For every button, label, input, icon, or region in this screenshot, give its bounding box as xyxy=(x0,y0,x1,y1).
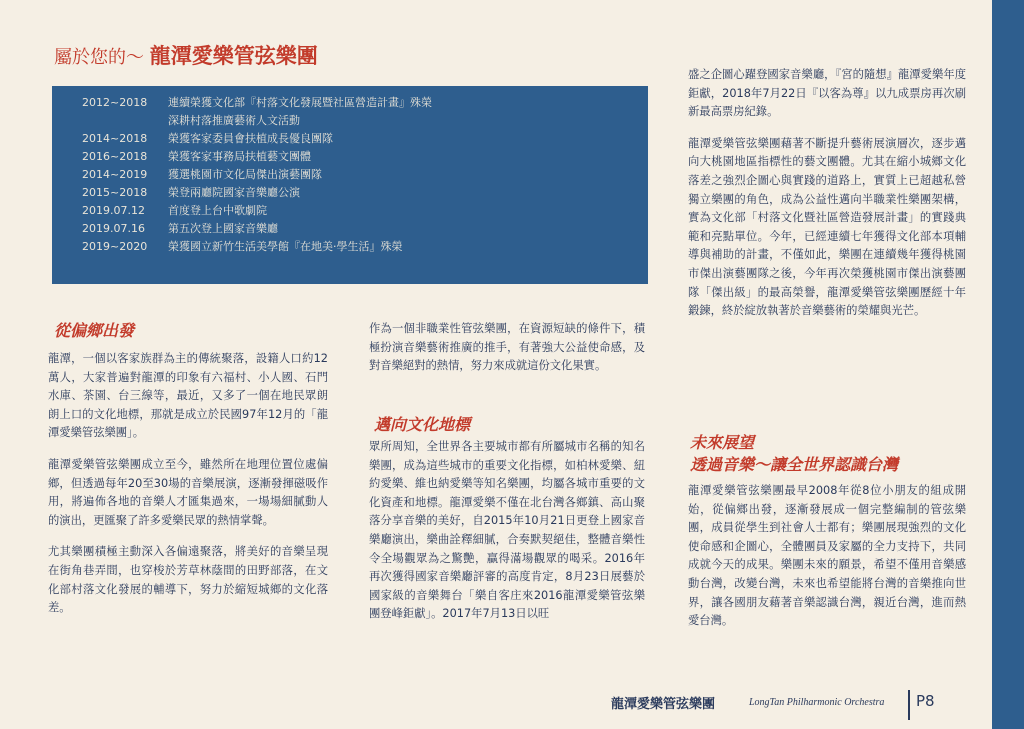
award-row xyxy=(52,220,648,238)
award-text: 榮登兩廳院國家音樂廳公演 xyxy=(168,186,300,199)
award-text: 深耕村落推廣藝術人文活動 xyxy=(168,114,300,127)
paragraph: 眾所周知，全世界各主要城市都有所屬城市名稱的知名樂團，成為這些城市的重要文化指標，如柏林愛樂、紐約愛樂、維也納愛樂等知名樂團，均屬各城市重要的文化資產和地標。龍潭愛樂不僅在北台灣各鄉鎮、高山聚落分享音樂的美好，自2015年10月21日更登上國家音樂廳演出，樂曲詮釋細膩，合奏默契絕佳，整體音樂性令全場觀眾為之驚艷，贏得滿場觀眾的喝采。2016年再次獲得國家音樂廳評審的高度肯定，8月23日展藝於國家級的音樂舞台「樂自客庄來2016龍潭愛樂管弦樂團登峰鉅獻」。2017年7月13日以旺 xyxy=(369,440,645,621)
award-text: 榮獲客家事務局扶植藝文團體 xyxy=(168,150,311,163)
side-stripe xyxy=(992,0,1024,729)
award-row xyxy=(52,112,648,130)
award-text: 獲選桃園市文化局傑出演藝團隊 xyxy=(168,168,322,181)
award-year xyxy=(52,112,168,130)
award-year: 2019.07.16 xyxy=(82,222,145,235)
page-number: P8 xyxy=(916,692,935,710)
section-heading-future-sub: 透過音樂～讓全世界認識台灣 xyxy=(690,455,899,474)
award-text: 榮獲國立新竹生活美學館『在地美‧學生活』殊榮 xyxy=(168,240,403,253)
awards-box xyxy=(52,86,648,284)
page-title-main: 龍潭愛樂管弦樂團 xyxy=(149,43,318,68)
award-year: 2019.07.12 xyxy=(82,204,145,217)
award-year: 2014~2019 xyxy=(82,168,148,181)
section-heading-future: 未來展望 xyxy=(690,433,755,452)
column-right-future xyxy=(688,482,966,644)
award-year: 2014~2018 xyxy=(82,132,148,145)
award-text: 榮獲客家委員會扶植成長優良團隊 xyxy=(168,132,333,145)
footer-subtitle: LongTan Philharmonic Orchestra xyxy=(749,697,885,708)
paragraph: 盛之企圖心躍登國家音樂廳，『宮的隨想』龍潭愛樂年度鉅獻，2018年7月22日『以客為尊』以九成票房再次刷新最高票房紀錄。 xyxy=(688,68,966,119)
award-row xyxy=(52,202,648,220)
section-heading-landmark: 邁向文化地標 xyxy=(374,415,471,434)
award-row xyxy=(52,238,648,256)
paragraph: 龍潭，一個以客家族群為主的傳統聚落，設籍人口約12萬人，大家普遍對龍潭的印象有六福村、小人國、石門水庫、茶園、台三線等，最近，又多了一個在地民眾朗朗上口的文化地標，那就是成立於民國97年12月的「龍潭愛樂管弦樂團」。 xyxy=(48,352,328,440)
award-year: 2019~2020 xyxy=(82,240,148,253)
page-title xyxy=(54,40,318,70)
section-heading-origin: 從偏鄉出發 xyxy=(54,321,135,340)
award-row xyxy=(52,166,648,184)
award-text: 連續榮獲文化部『村落文化發展暨社區營造計畫』殊榮 xyxy=(168,96,432,109)
award-row xyxy=(52,130,648,148)
paragraph: 龍潭愛樂管弦樂團最早2008年從8位小朋友的組成開始，從偏鄉出發，逐漸發展成一個完整編制的管弦樂團，成員從學生到社會人士都有；樂團展現強烈的文化使命感和企圖心，全體團員及家屬的全力支持下，共同成就今天的成果。樂團未來的願景，希望不僅用音樂感動台灣，改變台灣，未來也希望能將台灣的音樂推向世界，讓各國朋友藉著音樂認識台灣，親近台灣，進而熱愛台灣。 xyxy=(688,484,966,628)
column-right xyxy=(688,66,966,334)
column-middle-intro xyxy=(369,320,645,389)
footer-title: 龍潭愛樂管弦樂團 xyxy=(611,697,716,712)
paragraph: 龍潭愛樂管弦樂團藉著不斷提升藝術展演層次，逐步邁向大桃園地區指標性的藝文團體。尤其在縮小城鄉文化落差之強烈企圖心與實踐的道路上，實質上已超越私營獨立樂團的角色，成為公益性邁向半職業性樂團架構，實為文化部「村落文化暨社區營造發展計畫」的實踐典範和亮點單位。今年，已經連續七年獲得文化部本項輔導與補助的計畫，不僅如此，樂團在連續幾年獲得桃園市傑出演藝團隊之後，今年再次榮獲桃園市傑出演藝團隊「傑出級」的最高榮譽，龍潭愛樂管弦樂團歷經十年鍛鍊，終於綻放執著於音樂藝術的榮耀與光芒。 xyxy=(688,136,966,318)
page-title-prefix: 屬於您的～ xyxy=(54,47,144,68)
column-middle xyxy=(369,438,645,637)
award-year: 2015~2018 xyxy=(82,186,148,199)
award-text: 首度登上台中歌劇院 xyxy=(168,204,267,217)
paragraph: 龍潭愛樂管弦樂團成立至今，雖然所在地理位置位處偏鄉，但透過每年20至30場的音樂展演，逐漸發揮磁吸作用，將遍佈各地的音樂人才匯集過來，一場場細膩動人的演出，更匯聚了許多愛樂民眾的熱情掌聲。 xyxy=(48,457,328,527)
paragraph: 作為一個非職業性管弦樂團，在資源短缺的條件下，積極扮演音樂藝術推廣的推手，有著強大公益使命感，及對音樂絕對的熱情，努力來成就這份文化果實。 xyxy=(369,322,645,373)
column-left xyxy=(48,350,328,631)
paragraph: 尤其樂團積極主動深入各偏遠聚落，將美好的音樂呈現在街角巷弄間，也穿梭於芳草林蔭間的田野部落，在文化部村落文化發展的輔導下，努力於縮短城鄉的文化落差。 xyxy=(48,545,328,615)
award-row xyxy=(52,148,648,166)
award-row xyxy=(52,184,648,202)
award-row xyxy=(52,94,648,112)
award-text: 第五次登上國家音樂廳 xyxy=(168,222,278,235)
footer-divider xyxy=(908,690,910,720)
award-year: 2016~2018 xyxy=(82,150,148,163)
award-year: 2012~2018 xyxy=(82,96,148,109)
